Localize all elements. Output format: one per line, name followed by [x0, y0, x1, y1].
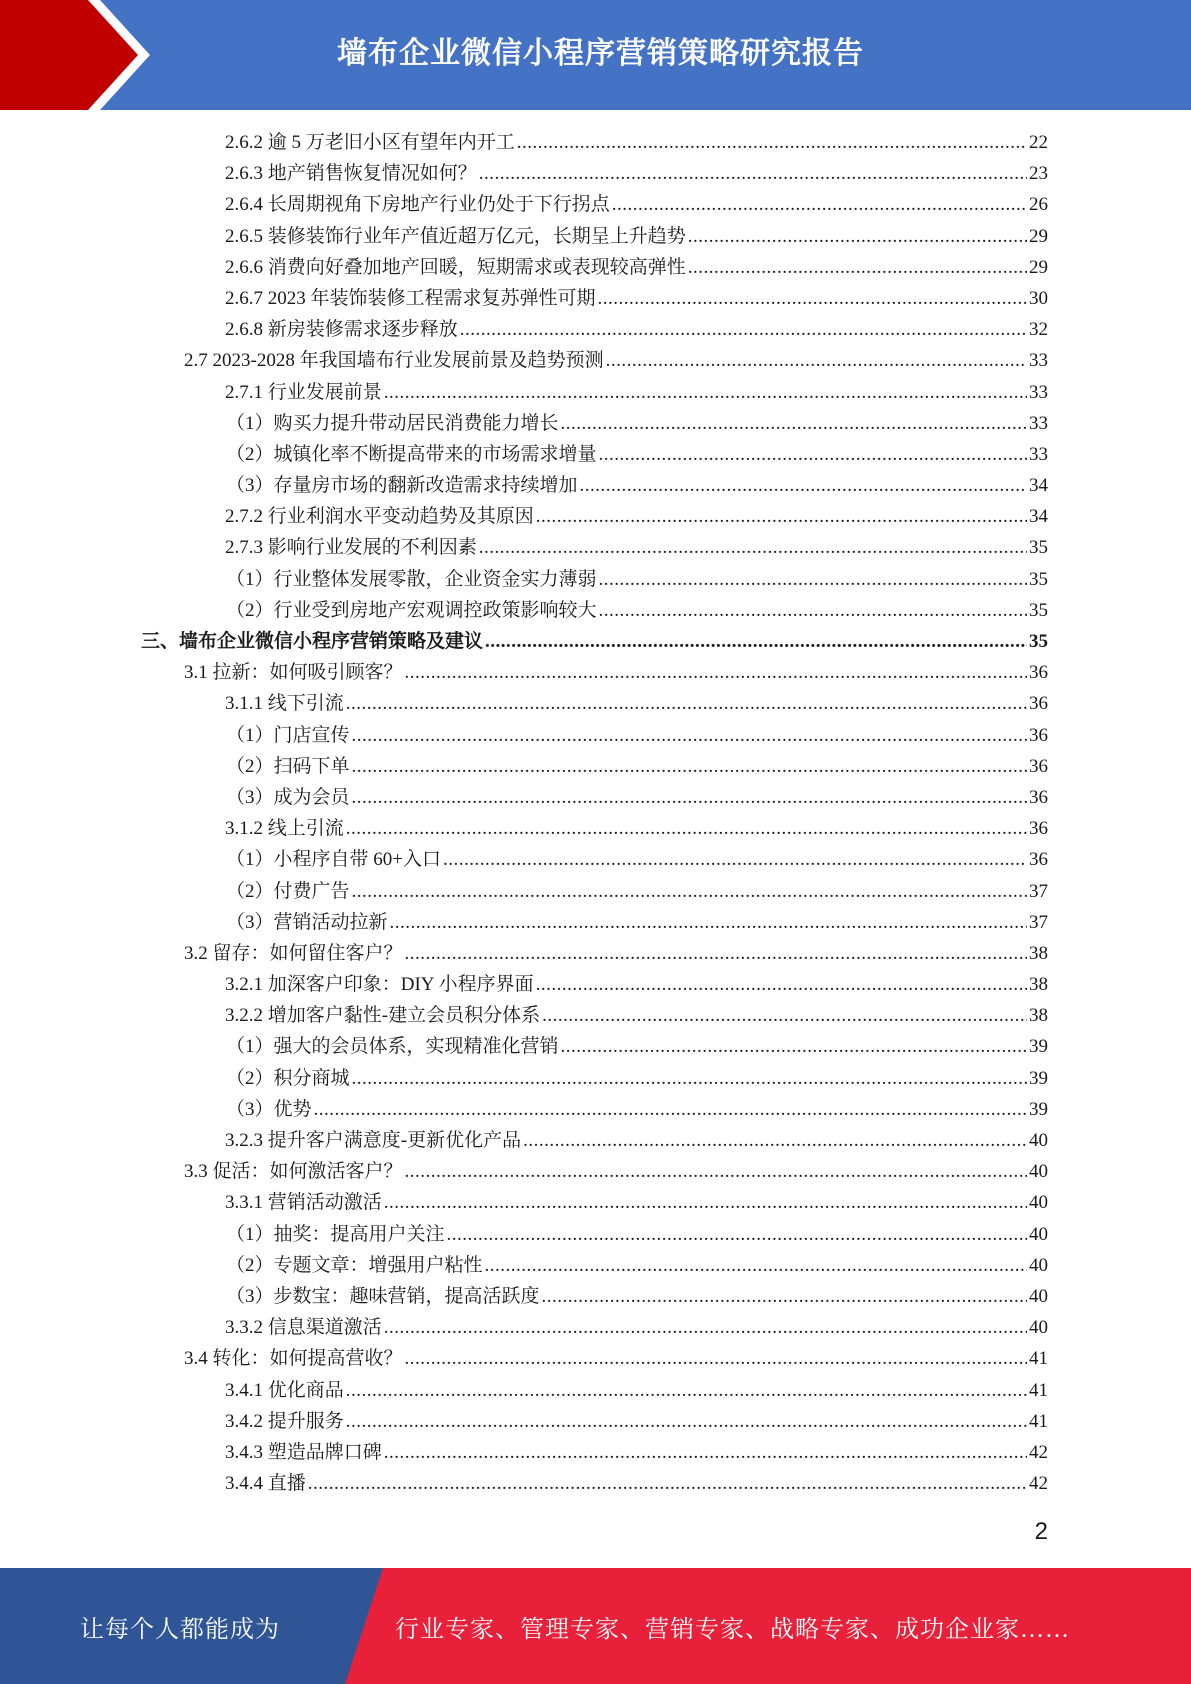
toc-entry-label: （3）存量房市场的翻新改造需求持续增加 [226, 475, 578, 497]
toc-entry[interactable] [0, 252, 1191, 283]
document-title: 墙布企业微信小程序营销策略研究报告 [337, 36, 864, 71]
toc-leader-dots [688, 221, 1027, 252]
toc-entry-label: （1）小程序自带 60+入口 [226, 849, 441, 871]
toc-entry-page: 39 [1029, 1098, 1048, 1120]
toc-leader-dots [405, 657, 1027, 688]
toc-entry-label: 3.2 留存：如何留住客户？ [184, 942, 403, 964]
toc-leader-dots [346, 813, 1027, 844]
toc-entry-label: 3.3 促活：如何激活客户？ [184, 1161, 403, 1183]
toc-entry-label: （3）优势 [226, 1098, 312, 1120]
toc-leader-dots [606, 345, 1027, 376]
toc-entry[interactable] [0, 751, 1191, 782]
toc-leader-dots [352, 751, 1027, 782]
toc-leader-dots [352, 782, 1027, 813]
toc-entry-page: 40 [1029, 1223, 1048, 1245]
toc-entry-page: 33 [1029, 350, 1048, 372]
toc-entry-label: 3.2.3 提升客户满意度-更新优化产品 [225, 1130, 522, 1151]
toc-entry-label: 2.6.7 2023 年装饰装修工程需求复苏弹性可期 [225, 287, 596, 309]
toc-leader-dots [536, 969, 1027, 1000]
toc-entry[interactable] [0, 813, 1191, 844]
toc-leader-dots [384, 1187, 1027, 1218]
toc-entry[interactable] [0, 1219, 1191, 1250]
toc-entry-label: 2.6.2 逾 5 万老旧小区有望年内开工 [225, 132, 515, 153]
toc-leader-dots [346, 1375, 1027, 1406]
toc-entry[interactable] [0, 127, 1191, 158]
header-red-arrow-decoration [0, 0, 150, 110]
toc-entry-label: （2）付费广告 [226, 880, 350, 902]
toc-leader-dots [314, 1094, 1027, 1125]
toc-entry-page: 36 [1029, 818, 1048, 840]
toc-leader-dots [561, 1031, 1027, 1062]
toc-entry[interactable] [0, 1375, 1191, 1406]
toc-leader-dots [460, 314, 1027, 345]
toc-entry[interactable] [0, 1063, 1191, 1094]
toc-entry-label: 3.4.3 塑造品牌口碑 [225, 1441, 382, 1463]
toc-entry[interactable] [0, 377, 1191, 408]
toc-entry[interactable] [0, 595, 1191, 626]
toc-entry[interactable] [0, 1156, 1191, 1187]
toc-entry-page: 34 [1029, 475, 1048, 497]
toc-entry-page: 36 [1029, 662, 1048, 684]
toc-entry-label: （1）购买力提升带动居民消费能力增长 [226, 412, 559, 434]
toc-entry-page: 39 [1029, 1067, 1048, 1089]
toc-entry[interactable] [0, 189, 1191, 220]
toc-leader-dots [599, 564, 1027, 595]
toc-entry[interactable] [0, 470, 1191, 501]
toc-leader-dots [405, 938, 1027, 969]
toc-entry[interactable] [0, 1437, 1191, 1468]
toc-entry-label: （1）抽奖：提高用户关注 [226, 1223, 445, 1245]
toc-leader-dots [598, 283, 1027, 314]
toc-entry[interactable] [0, 657, 1191, 688]
toc-entry[interactable] [0, 688, 1191, 719]
footer-slogan-right: 行业专家、管理专家、营销专家、战略专家、成功企业家…… [395, 1616, 1070, 1643]
toc-entry[interactable] [0, 969, 1191, 1000]
toc-entry-page: 36 [1029, 755, 1048, 777]
toc-entry[interactable] [0, 1094, 1191, 1125]
toc-entry-label: 2.7.1 行业发展前景 [225, 381, 382, 403]
toc-entry-page: 33 [1029, 412, 1048, 434]
toc-entry-page: 40 [1029, 1161, 1048, 1183]
toc-entry[interactable] [0, 345, 1191, 376]
toc-leader-dots [536, 501, 1027, 532]
toc-leader-dots [308, 1468, 1027, 1499]
toc-entry-label: 2.6.8 新房装修需求逐步释放 [225, 319, 458, 341]
toc-entry-label: （1）行业整体发展零散，企业资金实力薄弱 [226, 568, 597, 590]
toc-entry[interactable] [0, 1000, 1191, 1031]
toc-leader-dots [580, 470, 1027, 501]
toc-entry[interactable] [0, 439, 1191, 470]
toc-entry[interactable] [0, 1312, 1191, 1343]
toc-entry[interactable] [0, 1187, 1191, 1218]
toc-leader-dots [405, 1343, 1027, 1374]
toc-leader-dots [384, 1312, 1027, 1343]
toc-entry-page: 40 [1029, 1285, 1048, 1307]
toc-entry-label: （2）扫码下单 [226, 755, 350, 777]
toc-entry-label: （2）城镇化率不断提高带来的市场需求增量 [226, 443, 597, 465]
toc-leader-dots [390, 907, 1027, 938]
toc-entry[interactable] [0, 408, 1191, 439]
toc-entry-page: 42 [1029, 1473, 1048, 1495]
toc-leader-dots [612, 189, 1027, 220]
toc-entry-label: 3.4.1 优化商品 [225, 1379, 344, 1401]
toc-entry-label: 3.3.2 信息渠道激活 [225, 1317, 382, 1339]
toc-entry-page: 35 [1029, 599, 1048, 621]
toc-entry-page: 35 [1029, 537, 1048, 559]
toc-entry[interactable] [0, 1468, 1191, 1499]
table-of-contents [0, 127, 1191, 1499]
toc-entry-label: （2）积分商城 [226, 1067, 350, 1089]
toc-entry-page: 38 [1029, 974, 1048, 996]
toc-entry-page: 34 [1029, 506, 1048, 528]
toc-entry-page: 41 [1029, 1410, 1048, 1432]
toc-entry-label: 3.4.4 直播 [225, 1473, 306, 1495]
toc-leader-dots [352, 876, 1027, 907]
toc-entry-page: 36 [1029, 724, 1048, 746]
toc-leader-dots [542, 1000, 1027, 1031]
toc-leader-dots [599, 439, 1027, 470]
toc-entry-page: 40 [1029, 1192, 1048, 1214]
toc-entry-label: 3.3.1 营销活动激活 [225, 1192, 382, 1214]
toc-entry-page: 36 [1029, 786, 1048, 808]
toc-leader-dots [479, 532, 1027, 563]
toc-entry[interactable] [0, 1250, 1191, 1281]
toc-entry-label: 3.1.2 线上引流 [225, 818, 344, 840]
toc-leader-dots [352, 720, 1027, 751]
toc-entry-page: 35 [1029, 568, 1048, 590]
page-number: 2 [1034, 1518, 1048, 1545]
toc-entry[interactable] [0, 158, 1191, 189]
toc-entry-page: 35 [1029, 631, 1048, 652]
toc-entry[interactable] [0, 844, 1191, 875]
toc-entry[interactable] [0, 938, 1191, 969]
toc-entry-label: 2.7.3 影响行业发展的不利因素 [225, 537, 477, 559]
toc-entry-page: 40 [1029, 1254, 1048, 1276]
toc-entry-page: 33 [1029, 443, 1048, 465]
footer-slogan-left: 让每个人都能成为 [80, 1616, 280, 1643]
toc-entry-page: 29 [1029, 225, 1048, 247]
toc-entry-page: 36 [1029, 849, 1048, 871]
toc-entry[interactable] [0, 1125, 1191, 1156]
toc-leader-dots [346, 688, 1027, 719]
toc-entry-label: 2.6.4 长周期视角下房地产行业仍处于下行拐点 [225, 194, 610, 216]
toc-entry-label: （2）专题文章：增强用户粘性 [226, 1254, 483, 1276]
toc-leader-dots [561, 408, 1027, 439]
toc-entry-page: 42 [1029, 1441, 1048, 1463]
toc-entry[interactable] [0, 1031, 1191, 1062]
toc-leader-dots [523, 1125, 1027, 1156]
toc-entry-page: 39 [1029, 1036, 1048, 1058]
toc-entry-page: 38 [1029, 942, 1048, 964]
toc-leader-dots [352, 1063, 1027, 1094]
toc-entry-label: 三、墙布企业微信小程序营销策略及建议 [141, 631, 484, 652]
toc-entry[interactable] [0, 501, 1191, 532]
toc-entry-page: 30 [1029, 287, 1048, 309]
toc-entry-page: 23 [1029, 163, 1048, 185]
toc-entry-page: 40 [1029, 1317, 1048, 1339]
toc-entry[interactable] [0, 782, 1191, 813]
toc-leader-dots [384, 377, 1027, 408]
toc-entry-page: 29 [1029, 256, 1048, 278]
toc-entry-page: 41 [1029, 1379, 1048, 1401]
toc-entry[interactable] [0, 564, 1191, 595]
toc-entry-label: （1）门店宣传 [226, 724, 350, 746]
toc-entry-page: 41 [1029, 1348, 1048, 1370]
toc-entry-label: 2.7 2023-2028 年我国墙布行业发展前景及趋势预测 [184, 350, 604, 372]
toc-entry-page: 22 [1029, 132, 1048, 153]
toc-entry-label: 3.4 转化：如何提高营收？ [184, 1348, 403, 1370]
page-footer [0, 1568, 1191, 1684]
toc-entry-label: （3）成为会员 [226, 786, 350, 808]
toc-entry-page: 26 [1029, 194, 1048, 216]
toc-leader-dots [599, 595, 1027, 626]
toc-entry-label: 3.1.1 线下引流 [225, 693, 344, 715]
toc-leader-dots [542, 1281, 1027, 1312]
toc-entry-label: 2.6.3 地产销售恢复情况如何？ [225, 163, 477, 185]
toc-entry[interactable] [0, 1343, 1191, 1374]
toc-entry[interactable] [0, 283, 1191, 314]
toc-entry-label: 3.2.2 增加客户黏性-建立会员积分体系 [225, 1005, 541, 1027]
toc-entry-page: 33 [1029, 381, 1048, 403]
toc-entry-label: 2.6.6 消费向好叠加地产回暖，短期需求或表现较高弹性 [225, 256, 686, 278]
toc-entry-label: （3）营销活动拉新 [226, 911, 388, 933]
toc-leader-dots [688, 252, 1027, 283]
toc-leader-dots [346, 1406, 1027, 1437]
toc-entry-page: 37 [1029, 911, 1048, 933]
toc-leader-dots [485, 1250, 1027, 1281]
toc-entry[interactable] [0, 221, 1191, 252]
toc-entry-label: （2）行业受到房地产宏观调控政策影响较大 [226, 599, 597, 621]
toc-leader-dots [384, 1437, 1027, 1468]
toc-leader-dots [485, 626, 1027, 657]
toc-entry-label: 2.7.2 行业利润水平变动趋势及其原因 [225, 506, 534, 528]
toc-entry[interactable] [0, 1281, 1191, 1312]
toc-entry-page: 37 [1029, 880, 1048, 902]
toc-entry[interactable] [0, 907, 1191, 938]
toc-entry[interactable] [0, 626, 1191, 657]
toc-entry-label: 3.1 拉新：如何吸引顾客？ [184, 662, 403, 684]
toc-entry[interactable] [0, 1406, 1191, 1437]
toc-entry-label: （1）强大的会员体系，实现精准化营销 [226, 1036, 559, 1058]
toc-entry-page: 38 [1029, 1005, 1048, 1027]
toc-leader-dots [517, 127, 1027, 158]
page-header [0, 0, 1191, 110]
toc-entry-page: 36 [1029, 693, 1048, 715]
toc-leader-dots [405, 1156, 1027, 1187]
toc-entry-label: 2.6.5 装修装饰行业年产值近超万亿元，长期呈上升趋势 [225, 225, 686, 247]
toc-entry[interactable] [0, 876, 1191, 907]
toc-entry-page: 32 [1029, 319, 1048, 341]
toc-entry-label: 3.4.2 提升服务 [225, 1410, 344, 1432]
toc-leader-dots [447, 1219, 1027, 1250]
toc-entry[interactable] [0, 532, 1191, 563]
toc-entry[interactable] [0, 720, 1191, 751]
toc-entry[interactable] [0, 314, 1191, 345]
toc-entry-page: 40 [1029, 1130, 1048, 1151]
toc-entry-label: 3.2.1 加深客户印象：DIY 小程序界面 [225, 974, 534, 996]
toc-leader-dots [443, 844, 1027, 875]
toc-entry-label: （3）步数宝：趣味营销，提高活跃度 [226, 1285, 540, 1307]
toc-leader-dots [479, 158, 1027, 189]
